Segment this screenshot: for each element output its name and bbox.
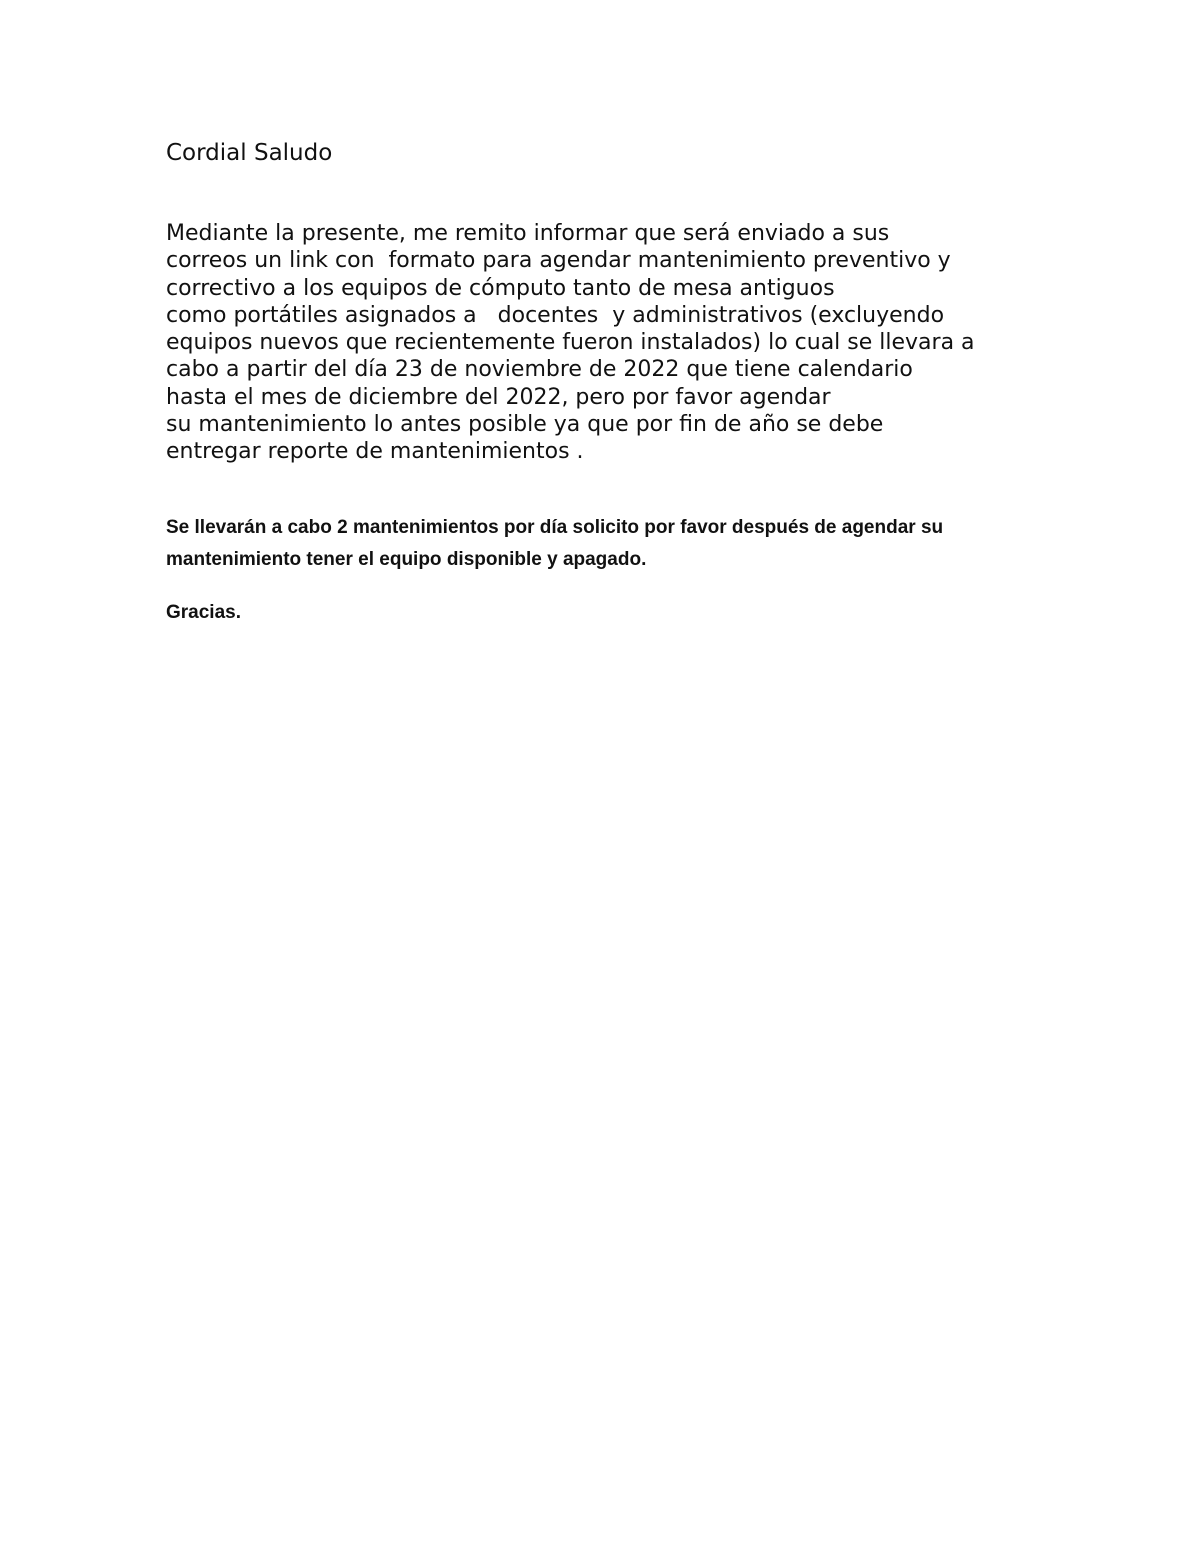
note-line: mantenimiento tener el equipo disponible y apagado. xyxy=(166,549,647,570)
closing: Gracias. xyxy=(166,602,241,623)
note-paragraph xyxy=(166,512,943,576)
body-paragraph xyxy=(166,220,975,466)
body-line: hasta el mes de diciembre del 2022, pero por favor agendar xyxy=(166,384,831,410)
body-line: entregar reporte de mantenimientos . xyxy=(166,439,584,465)
body-line: como portátiles asignados a docentes y administrativos (excluyendo xyxy=(166,302,945,328)
body-line: cabo a partir del día 23 de noviembre de 2022 que tiene calendario xyxy=(166,357,913,383)
body-line: equipos nuevos que recientemente fueron instalados) lo cual se llevara a xyxy=(166,330,975,356)
body-line: correos un link con formato para agendar mantenimiento preventivo y xyxy=(166,248,951,274)
note-line: Se llevarán a cabo 2 mantenimientos por día solicito por favor después de agendar su xyxy=(166,517,944,538)
body-line: correctivo a los equipos de cómputo tanto de mesa antiguos xyxy=(166,275,835,301)
body-line: su mantenimiento lo antes posible ya que por fin de año se debe xyxy=(166,412,884,438)
body-line: Mediante la presente, me remito informar que será enviado a sus xyxy=(166,221,890,246)
greeting: Cordial Saludo xyxy=(166,140,333,166)
